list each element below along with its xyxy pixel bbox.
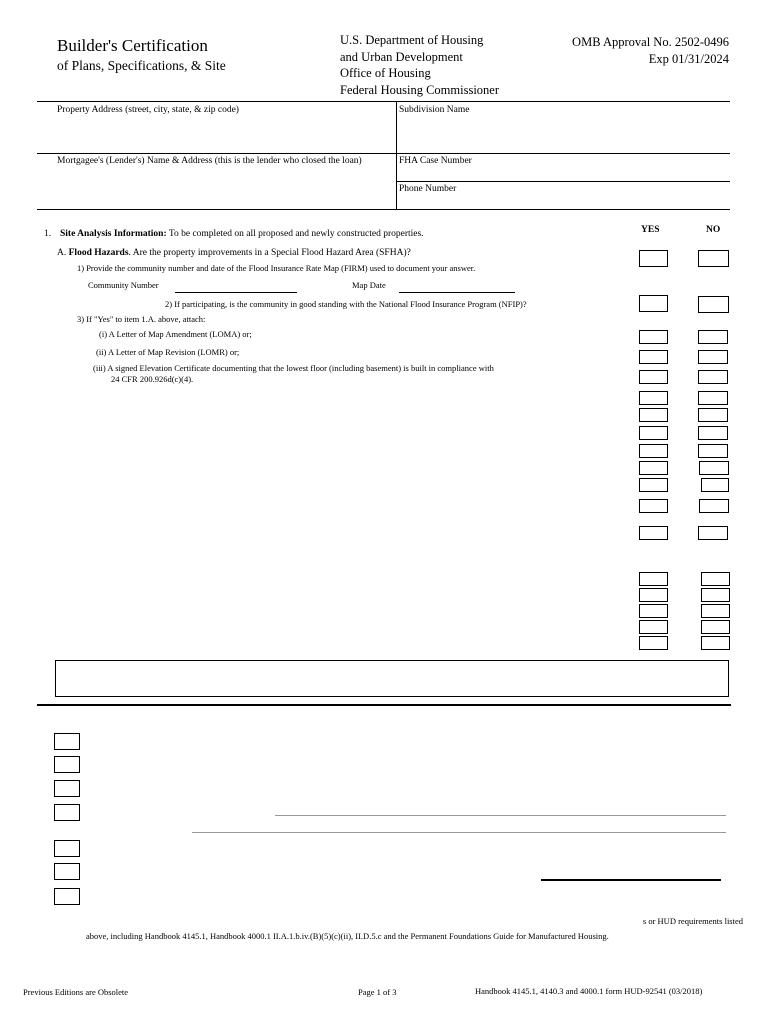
yes-checkbox[interactable]	[639, 604, 668, 618]
map-date-input[interactable]	[399, 292, 515, 293]
agency-line-1: U.S. Department of Housing	[340, 33, 484, 47]
yes-checkbox[interactable]	[639, 636, 668, 650]
option-checkbox[interactable]	[54, 733, 80, 750]
property-address-label: Property Address (street, city, state, & zip code)	[57, 105, 239, 115]
option-checkbox[interactable]	[54, 888, 80, 905]
yes-checkbox[interactable]	[639, 391, 668, 405]
yes-checkbox[interactable]	[639, 526, 668, 540]
yes-checkbox[interactable]	[639, 426, 668, 440]
community-number-label: Community Number	[88, 280, 159, 290]
flood-prefix: A.	[57, 248, 67, 258]
no-checkbox[interactable]	[701, 604, 730, 618]
no-checkbox[interactable]	[701, 636, 730, 650]
form-title: Builder's Certification	[57, 36, 208, 55]
no-checkbox[interactable]	[698, 426, 728, 440]
no-checkbox[interactable]	[701, 588, 730, 602]
yes-checkbox[interactable]	[639, 461, 668, 475]
comments-box[interactable]	[55, 660, 729, 697]
item3-iii-cont: 24 CFR 200.926d(c)(4).	[111, 374, 194, 384]
signature-line[interactable]	[192, 832, 726, 833]
yes-column-header: YES	[641, 225, 660, 235]
rule-vertical	[396, 101, 397, 210]
rule-mid	[37, 153, 730, 154]
item2-text: 2) If participating, is the community in good standing with the National Flood Insurance Program (NFIP)?	[165, 299, 527, 309]
item3-iii-text: (iii) A signed Elevation Certificate documenting that the lowest floor (including basement) is built in compliance with	[93, 363, 494, 373]
no-checkbox[interactable]	[699, 499, 729, 513]
yes-checkbox[interactable]	[639, 478, 668, 492]
option-checkbox[interactable]	[54, 863, 80, 880]
agency-line-4: Federal Housing Commissioner	[340, 82, 500, 97]
partial-line-end: s or HUD requirements listed	[642, 916, 743, 926]
item3-text: 3) If "Yes" to item 1.A. above, attach:	[77, 314, 206, 324]
rule-top	[37, 101, 730, 102]
no-checkbox[interactable]	[698, 250, 729, 267]
compliance-statement: above, including Handbook 4145.1, Handbook 4000.1 II.A.1.b.iv.(B)(5)(c)(ii), II.D.5.c and the Permanent Foundations Guide for Manufactured Housing.	[86, 931, 609, 941]
footer-obsolete: Previous Editions are Obsolete	[23, 987, 129, 997]
item1-text: 1) Provide the community number and date of the Flood Insurance Rate Map (FIRM) used to document your answer.	[77, 263, 476, 273]
omb-expiration: Exp 01/31/2024	[648, 51, 729, 66]
no-checkbox[interactable]	[699, 461, 729, 475]
footer-page: Page 1 of 3	[358, 987, 397, 997]
rule-bottom	[37, 209, 730, 210]
yes-checkbox[interactable]	[639, 330, 668, 344]
yes-checkbox[interactable]	[639, 499, 668, 513]
section-heading-bold: Site Analysis Information:	[60, 229, 167, 239]
yes-checkbox[interactable]	[639, 444, 668, 458]
no-checkbox[interactable]	[698, 350, 728, 364]
no-checkbox[interactable]	[698, 526, 728, 540]
no-checkbox[interactable]	[701, 620, 730, 634]
rule-fha	[396, 181, 730, 182]
date-line[interactable]	[541, 879, 721, 881]
signature-line[interactable]	[275, 815, 726, 816]
agency-line-2: and Urban Development	[340, 49, 463, 64]
no-checkbox[interactable]	[698, 391, 728, 405]
no-checkbox[interactable]	[698, 408, 728, 422]
item3-i-text: (i) A Letter of Map Amendment (LOMA) or;	[99, 329, 252, 339]
footer-form-number: Handbook 4145.1, 4140.3 and 4000.1 form HUD-92541 (03/2018)	[475, 986, 703, 996]
item3-ii-text: (ii) A Letter of Map Revision (LOMR) or;	[96, 347, 240, 357]
flood-heading: Flood Hazards	[68, 248, 129, 258]
agency-block	[340, 32, 499, 98]
no-checkbox[interactable]	[698, 296, 729, 313]
community-number-input[interactable]	[175, 292, 297, 293]
section-heading	[60, 229, 424, 239]
flood-rest: . Are the property improvements in a Special Flood Hazard Area (SFHA)?	[128, 248, 411, 258]
section-number: 1.	[44, 229, 52, 239]
yes-checkbox[interactable]	[639, 295, 668, 312]
no-checkbox[interactable]	[698, 370, 728, 384]
mortgagee-label: Mortgagee's (Lender's) Name & Address (this is the lender who closed the loan)	[57, 156, 362, 166]
phone-label: Phone Number	[399, 184, 457, 194]
agency-line-3: Office of Housing	[340, 66, 431, 80]
subdivision-label: Subdivision Name	[399, 105, 470, 115]
yes-checkbox[interactable]	[639, 572, 668, 586]
yes-checkbox[interactable]	[639, 350, 668, 364]
option-checkbox[interactable]	[54, 756, 80, 773]
yes-checkbox[interactable]	[639, 370, 668, 384]
option-checkbox[interactable]	[54, 780, 80, 797]
yes-checkbox[interactable]	[639, 408, 668, 422]
option-checkbox[interactable]	[54, 840, 80, 857]
no-column-header: NO	[706, 225, 721, 235]
no-checkbox[interactable]	[698, 330, 728, 344]
form-subtitle: of Plans, Specifications, & Site	[57, 58, 226, 73]
omb-block	[572, 34, 729, 67]
yes-checkbox[interactable]	[639, 588, 668, 602]
no-checkbox[interactable]	[701, 572, 730, 586]
no-checkbox[interactable]	[698, 444, 728, 458]
yes-checkbox[interactable]	[639, 620, 668, 634]
map-date-label: Map Date	[352, 280, 386, 290]
section-separator	[37, 704, 731, 706]
no-checkbox[interactable]	[701, 478, 729, 492]
yes-checkbox[interactable]	[639, 250, 668, 267]
fha-case-label: FHA Case Number	[399, 156, 472, 166]
flood-question	[57, 248, 411, 258]
omb-approval: OMB Approval No. 2502-0496	[572, 35, 729, 49]
section-heading-rest: To be completed on all proposed and newly constructed properties.	[168, 229, 424, 239]
option-checkbox[interactable]	[54, 804, 80, 821]
